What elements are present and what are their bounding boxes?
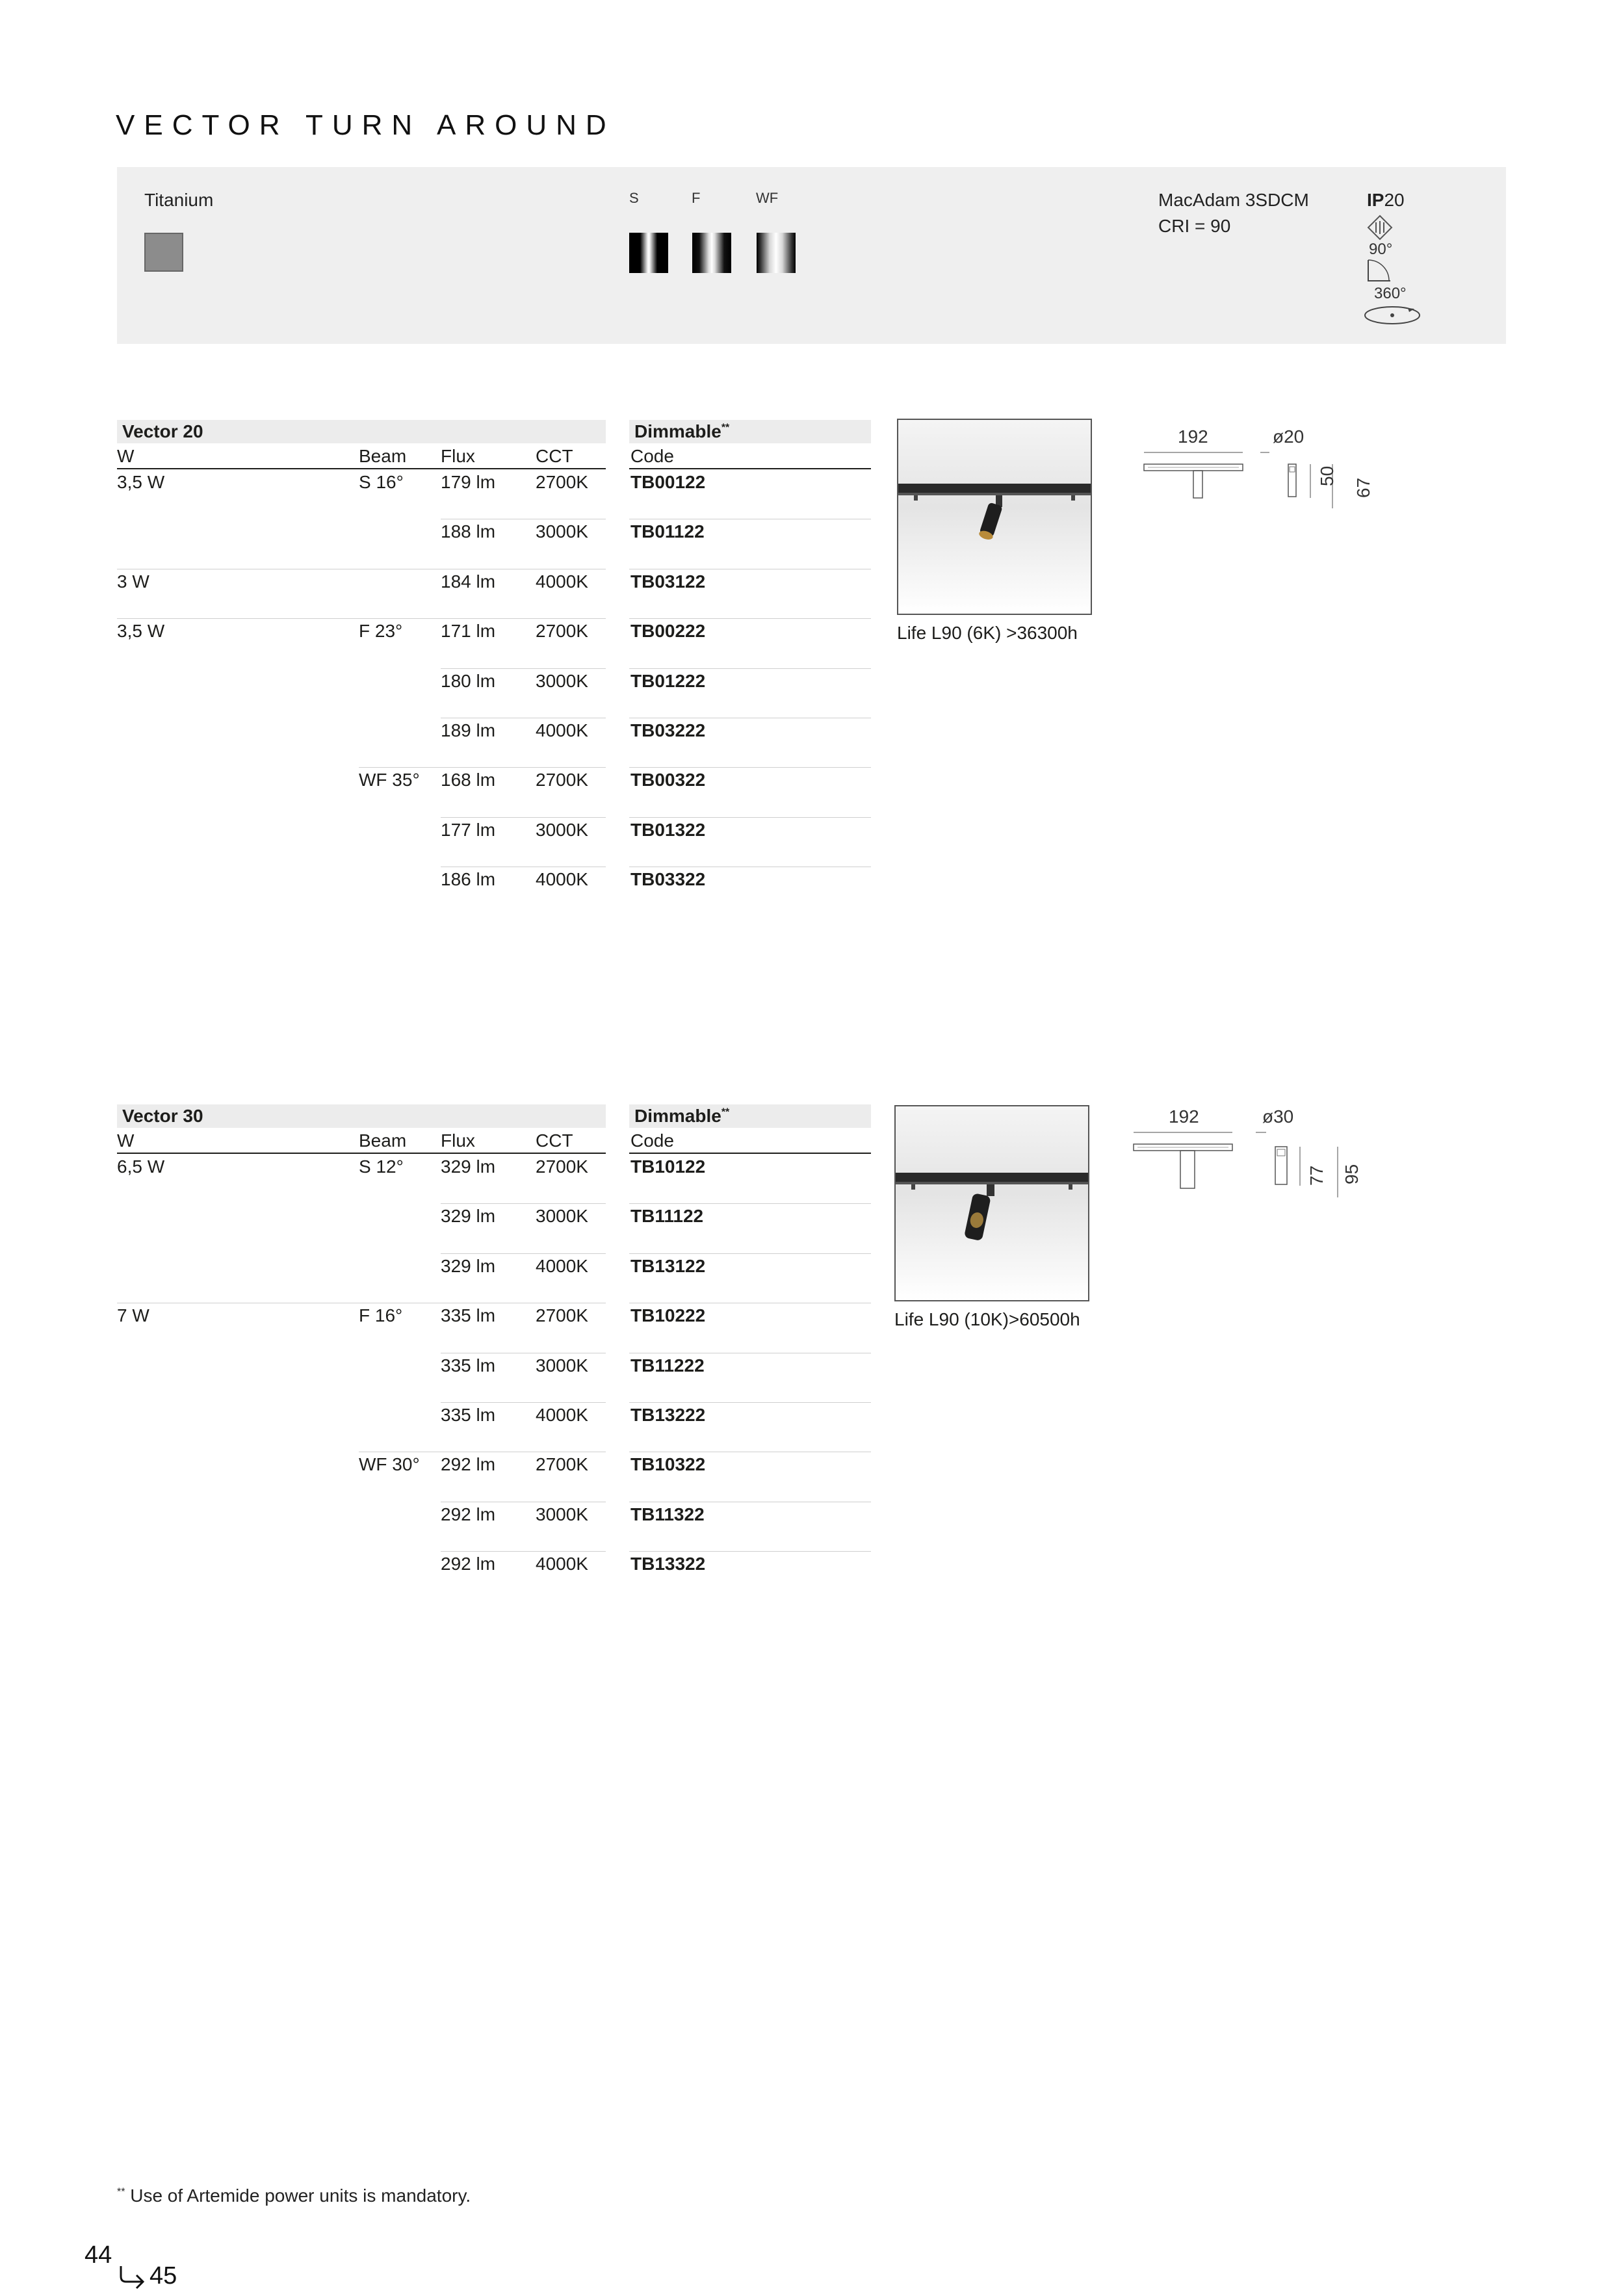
v30-cell-code: TB13322 <box>630 1554 706 1574</box>
v20-row-separator <box>441 817 606 818</box>
v20-code-separator <box>629 817 871 818</box>
v30-cell-flux: 335 lm <box>441 1355 496 1376</box>
page-number-left: 44 <box>84 2241 112 2269</box>
v30-row-separator <box>441 1253 606 1254</box>
v30-cell-code: TB10322 <box>630 1454 706 1475</box>
v20-cell-flux: 171 lm <box>441 621 496 642</box>
v30-product-photo <box>894 1105 1089 1301</box>
v20-cell-code: TB03122 <box>630 571 706 592</box>
beam-wide-flood-icon <box>757 233 796 273</box>
v30-row-separator <box>441 1203 606 1204</box>
page-turn-arrow-icon[interactable] <box>117 2265 147 2291</box>
v30-life-text: Life L90 (10K)>60500h <box>894 1309 1080 1329</box>
v30-cell-flux: 329 lm <box>441 1156 496 1177</box>
v30-product-name: Vector 30 <box>122 1106 203 1126</box>
v20-row-separator <box>117 618 606 619</box>
v30-cell-code: TB10222 <box>630 1305 706 1326</box>
v20-col-cct: CCT <box>536 446 573 466</box>
v20-life-text: Life L90 (6K) >36300h <box>897 623 1078 643</box>
v30-dim-diameter: ø30 <box>1262 1106 1294 1127</box>
macadam-text: MacAdam 3SDCM <box>1158 190 1309 210</box>
footnote-mark: ** <box>117 2186 125 2198</box>
v20-code-separator <box>629 767 871 768</box>
v30-cell-w: 6,5 W <box>117 1156 165 1177</box>
v20-cell-code: TB01222 <box>630 670 706 691</box>
v30-dimmable-text: Dimmable <box>634 1106 721 1126</box>
v30-cell-cct: 4000K <box>536 1255 588 1276</box>
v20-cell-cct: 3000K <box>536 670 588 691</box>
v30-cell-flux: 329 lm <box>441 1255 496 1276</box>
beam-label-f: F <box>692 190 701 206</box>
v20-cell-flux: 168 lm <box>441 770 496 790</box>
v30-dim-h2: 95 <box>1342 1164 1362 1184</box>
titanium-swatch <box>144 233 183 272</box>
v30-photo-illustration <box>896 1106 1088 1300</box>
v20-dim-h1: 50 <box>1317 465 1337 486</box>
v20-cell-cct: 4000K <box>536 571 588 592</box>
v30-cell-cct: 2700K <box>536 1305 588 1326</box>
v20-dimmable-text: Dimmable <box>634 421 721 441</box>
v30-cell-code: TB13222 <box>630 1405 706 1425</box>
beam-label-wf: WF <box>756 190 779 206</box>
v20-cell-flux: 179 lm <box>441 472 496 492</box>
v20-col-beam: Beam <box>359 446 407 466</box>
v30-code-separator <box>629 1551 871 1552</box>
v30-header-rule <box>117 1153 606 1154</box>
beam-spot-icon <box>629 233 668 273</box>
v20-cell-w: 3,5 W <box>117 472 165 492</box>
v30-col-code: Code <box>630 1130 674 1151</box>
v20-cell-cct: 2700K <box>536 621 588 642</box>
v30-cell-beam: S 12° <box>359 1156 404 1177</box>
v20-cell-beam: WF 35° <box>359 770 420 790</box>
v30-cell-cct: 3000K <box>536 1504 588 1524</box>
v20-dimmable-label <box>634 421 729 442</box>
v20-cell-flux: 186 lm <box>441 869 496 890</box>
v30-cell-cct: 2700K <box>536 1156 588 1177</box>
v30-dimmable-label <box>634 1106 729 1127</box>
v30-cell-code: TB11122 <box>630 1206 704 1227</box>
v30-cell-cct: 3000K <box>536 1206 588 1227</box>
v20-cell-code: TB00122 <box>630 472 706 492</box>
page-number-right: 45 <box>149 2262 177 2289</box>
v30-cell-code: TB11222 <box>630 1355 705 1376</box>
v20-header-rule <box>117 468 606 469</box>
v30-cell-flux: 335 lm <box>441 1405 496 1425</box>
v20-col-w: W <box>117 446 135 466</box>
v20-code-separator <box>629 668 871 669</box>
ip-drop-icon <box>1367 215 1393 241</box>
tilt-label: 90° <box>1369 241 1393 258</box>
v30-cell-cct: 4000K <box>536 1405 588 1425</box>
v20-col-code: Code <box>630 446 674 466</box>
v30-cell-flux: 292 lm <box>441 1554 496 1574</box>
page-title: VECTOR TURN AROUND <box>116 109 616 141</box>
v20-cell-code: TB01122 <box>630 521 705 542</box>
ip-value: 20 <box>1384 190 1405 210</box>
v30-code-separator <box>629 1402 871 1403</box>
v20-cell-flux: 184 lm <box>441 571 496 592</box>
v20-code-separator <box>629 618 871 619</box>
v20-dim-diameter: ø20 <box>1273 426 1305 447</box>
v20-cell-w: 3 W <box>117 571 149 592</box>
v20-cell-flux: 180 lm <box>441 670 496 691</box>
rotation-icon <box>1362 304 1422 326</box>
v30-col-flux: Flux <box>441 1130 475 1151</box>
v30-cell-flux: 335 lm <box>441 1305 496 1326</box>
v20-product-photo <box>897 419 1092 615</box>
rotation-label: 360° <box>1374 285 1407 302</box>
v30-dim-h1: 77 <box>1306 1165 1327 1186</box>
v20-cell-w: 3,5 W <box>117 621 165 642</box>
v30-code-separator <box>629 1203 871 1204</box>
v30-cell-flux: 329 lm <box>441 1206 496 1227</box>
v30-cell-beam: F 16° <box>359 1305 403 1326</box>
v30-col-beam: Beam <box>359 1130 407 1151</box>
ip-prefix: IP <box>1367 190 1384 210</box>
v20-cell-code: TB00322 <box>630 770 706 790</box>
v30-code-header-rule <box>629 1153 871 1154</box>
v30-cell-code: TB11322 <box>630 1504 705 1524</box>
v30-cell-cct: 4000K <box>536 1554 588 1574</box>
v20-photo-illustration <box>898 420 1091 614</box>
v20-cell-cct: 3000K <box>536 819 588 840</box>
finish-label: Titanium <box>144 190 214 210</box>
v30-cell-cct: 3000K <box>536 1355 588 1376</box>
v20-cell-flux: 189 lm <box>441 720 496 740</box>
v20-cell-beam: S 16° <box>359 472 404 492</box>
v20-cell-code: TB00222 <box>630 621 706 642</box>
v30-cell-code: TB13122 <box>630 1255 706 1276</box>
v20-code-header-rule <box>629 468 871 469</box>
v20-cell-beam: F 23° <box>359 621 403 642</box>
v30-col-cct: CCT <box>536 1130 573 1151</box>
v30-code-separator <box>629 1253 871 1254</box>
v30-cell-beam: WF 30° <box>359 1454 420 1475</box>
beam-label-s: S <box>629 190 639 206</box>
v30-dimmable-mark: ** <box>721 1106 730 1118</box>
v30-dimension-drawing <box>1131 1130 1274 1201</box>
footnote <box>117 2185 471 2206</box>
v20-cell-cct: 2700K <box>536 770 588 790</box>
v20-cell-cct: 2700K <box>536 472 588 492</box>
v20-row-separator <box>441 668 606 669</box>
v30-cell-flux: 292 lm <box>441 1504 496 1524</box>
tilt-icon <box>1367 259 1393 282</box>
cri-text: CRI = 90 <box>1158 216 1231 236</box>
v20-product-name: Vector 20 <box>122 421 203 441</box>
ip-rating <box>1367 190 1405 211</box>
v30-cell-flux: 292 lm <box>441 1454 496 1475</box>
v20-dimension-drawing <box>1141 450 1271 512</box>
v30-dim-length: 192 <box>1169 1106 1199 1127</box>
v20-cell-cct: 4000K <box>536 869 588 890</box>
v30-cell-cct: 2700K <box>536 1454 588 1475</box>
v20-cell-code: TB01322 <box>630 819 706 840</box>
v30-cell-w: 7 W <box>117 1305 149 1326</box>
v20-cell-flux: 177 lm <box>441 819 496 840</box>
footnote-text: Use of Artemide power units is mandatory. <box>130 2185 471 2206</box>
v20-col-flux: Flux <box>441 446 475 466</box>
v30-cell-code: TB10122 <box>630 1156 706 1177</box>
v20-cell-code: TB03222 <box>630 720 706 740</box>
v20-cell-cct: 4000K <box>536 720 588 740</box>
v20-row-separator <box>359 767 606 768</box>
v30-col-w: W <box>117 1130 135 1151</box>
v30-row-separator <box>441 1551 606 1552</box>
v20-dim-length: 192 <box>1178 426 1208 447</box>
v30-row-separator <box>441 1402 606 1403</box>
v20-dim-h2: 67 <box>1353 477 1373 498</box>
v20-cell-code: TB03322 <box>630 869 706 890</box>
beam-flood-icon <box>692 233 731 273</box>
v20-cell-flux: 188 lm <box>441 521 496 542</box>
v20-cell-cct: 3000K <box>536 521 588 542</box>
v20-dimmable-mark: ** <box>721 422 730 434</box>
